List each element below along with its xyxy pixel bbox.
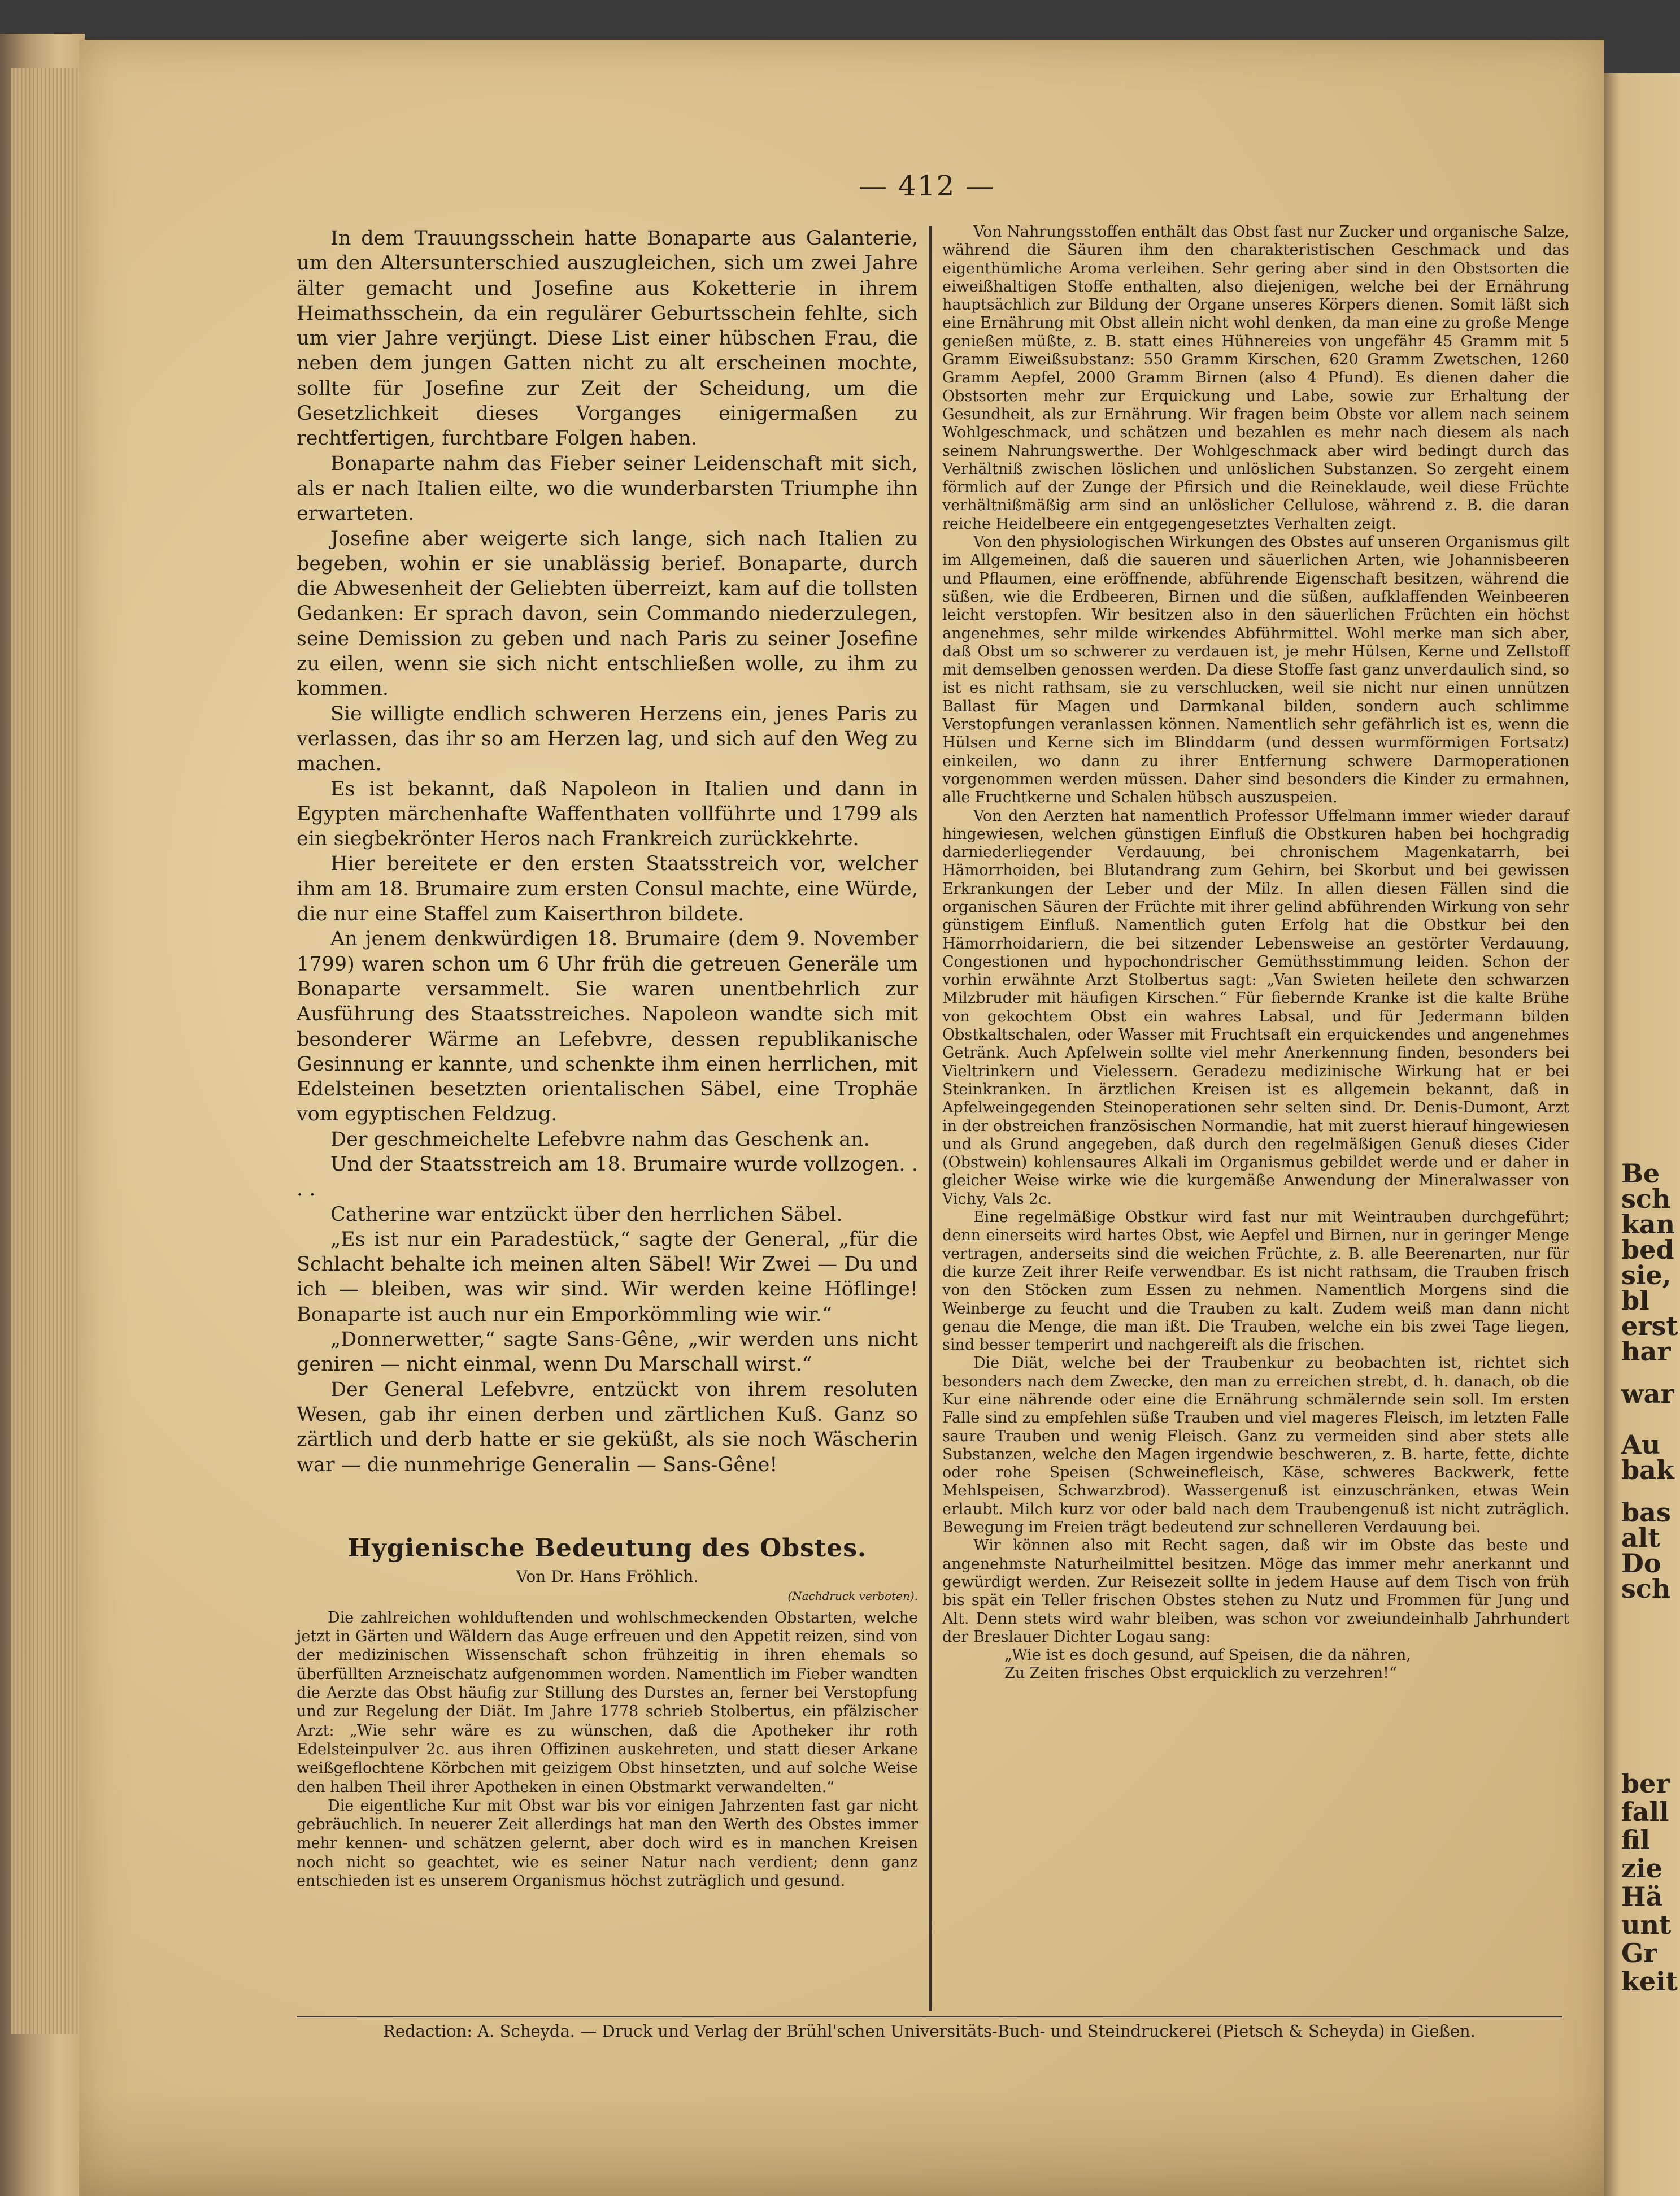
adjacent-fragment: sie, xyxy=(1621,1260,1672,1290)
adjacent-fragment: bak xyxy=(1621,1455,1674,1485)
story-paragraph: An jenem denkwürdigen 18. Brumaire (dem 9. November 1799) waren schon um 6 Uhr früh die getreuen Generäle um Bonaparte versammelt. Sie waren unentbehrlich zur Ausführung des Staatsstreiches. Napoleon wandte sich mit besonderer Wärme an Lefebvre, dessen republikanische Gesinnung er kannte, und schenkte ihm einen herrlichen, mit Edelsteinen besetzten orientalischen Säbel, eine Trophäe vom egyptischen Feldzug. xyxy=(297,928,918,1126)
story-paragraph: Es ist bekannt, daß Napoleon in Italien und dann in Egypten märchenhafte Waffenthaten vollführte und 1799 als ein siegbekrönter Heros nach Frankreich zurückkehrte. xyxy=(297,777,918,851)
article-paragraph: Von den Aerzten hat namentlich Professor Uffelmann immer wieder darauf hingewiesen, welchen günstigen Einfluß die Obstkuren haben bei hochgradig darniederliegender Verdauung, bei chronischem Magenkatarrh, bei Hämorrhoiden, bei Blutandrang zum Gehirn, bei Skorbut und bei gewissen Erkrankungen der Leber und der Milz. In allen diesen Fällen sind die organischen Säuren der Früchte mit ihrer gelind abführenden Wirkung von sehr günstigem Einfluß. Namentlich guten Erfolg hat die Obstkur bei den Hämorrhoidariern, die bei sitzender Lebensweise an gestörter Verdauung, Congestionen und hypochondrischer Gemüthsstimmung leiden. Schon der vorhin erwähnte Arzt Stolbertus sagt: „Van Swieten heilete den schwarzen Milzbruder mit häufigen Kirschen.“ Für fiebernde Kranke ist die kalte Brühe von gekochtem Obst ein wahres Labsal, und für Jedermann bilden Obstkaltschalen, oder Wasser mit Fruchtsaft ein erquickendes und angenehmes Getränk. Auch Apfelwein sollte viel mehr Anerkennung finden, besonders bei Vieltrinkern und Vielessern. Geradezu medizinische Wirkung hat er bei Steinkranken. In ärztlichen Kreisen ist es allgemein bekannt, daß in Apfelweingegenden Steinoperationen sehr selten sind. Dr. Denis-Dumont, Arzt in der obstreichen französischen Normandie, hat mit zuerst hierauf hingewiesen und als Grund angegeben, daß durch den regelmäßigen Genuß dieses Cider (Obstwein) kohlensaures Alkali im Organismus gebildet werde und er daher in gleicher Weise wirke wie die kurgemäße Anwendung der Mineralwasser von Vichy, Vals 2c. xyxy=(942,807,1569,1208)
verse-line: „Wie ist es doch gesund, auf Speisen, die da nähren, xyxy=(1004,1646,1411,1664)
adjacent-fragment: sch xyxy=(1621,1184,1671,1214)
article-paragraph: Die Diät, welche bei der Traubenkur zu beobachten ist, richtet sich besonders nach dem Zwecke, den man zu erreichen strebt, d. h. danach, ob die Kur eine nährende oder eine die Ernährung schmälernde sein soll. Im ersten Falle sind zu empfehlen süße Trauben und viel mageres Fleisch, im letzten Falle saure Trauben und wenig Fleisch. Ganz zu vermeiden sind aber stets alle Substanzen, welche den Magen irgendwie beschweren, z. B. harte, fette, dichte oder rohe Speisen (Schweinefleisch, Käse, schweres Backwerk, fette Mehlspeisen, Schwarzbrod). Wassergenuß ist einzuschränken, etwas Wein erlaubt. Milch kurz vor oder bald nach dem Traubengenuß ist nicht zuträglich. Bewegung im Freien trägt bedeutend zur schnelleren Verdauung bei. xyxy=(942,1354,1569,1537)
adjacent-fragment: bas xyxy=(1621,1497,1671,1528)
adjacent-fragment: sch xyxy=(1621,1573,1671,1604)
story-paragraph: Und der Staatsstreich am 18. Brumaire wurde vollzogen. . . . xyxy=(297,1153,918,1201)
adjacent-fragment: unt xyxy=(1621,1910,1672,1940)
story-paragraph: Josefine aber weigerte sich lange, sich nach Italien zu begeben, wohin er sie unablässig berief. Bonaparte, durch die Abwesenheit der Geliebten überreizt, kam auf die tollsten Gedanken: Er sprach davon, sein Commando niederzulegen, seine Demission zu geben und nach Paris zu seiner Josefine zu eilen, wenn sie sich nicht entschließen wolle, zu ihm zu kommen. xyxy=(297,527,918,701)
adjacent-fragment: erst xyxy=(1621,1311,1678,1341)
article-text-left xyxy=(297,1608,918,1890)
article-paragraph: Eine regelmäßige Obstkur wird fast nur mit Weintrauben durchgeführt; denn einerseits wird hartes Obst, wie Aepfel und Birnen, nur in geringer Menge vertragen, anderseits sind die weichen Früchte, z. B. alle Beerenarten, nur für die kurze Zeit ihrer Reife verwendbar. Es ist nicht rathsam, die Trauben frisch von den Stöcken zum Essen zu nehmen. Namentlich Morgens sind die Weinberge zu feucht und die Trauben zu kalt. Zudem weiß man dann nicht genau die Menge, die man ißt. Die Trauben, welche ein bis zwei Tage liegen, sind besser temperirt und nachgereift als die frischen. xyxy=(942,1208,1569,1354)
adjacent-fragment: bed xyxy=(1621,1234,1674,1265)
article-paragraph: Von Nahrungsstoffen enthält das Obst fast nur Zucker und organische Salze, während die Säuren ihm den charakteristischen Geschmack und das eigenthümliche Aroma verleihen. Sehr gering aber sind in den Obstsorten die eiweißhaltigen Stoffe enthalten, also diejenigen, welche bei der Ernährung hauptsächlich zur Bildung der Organe unseres Körpers dienen. Somit läßt sich eine Ernährung mit Obst allein nicht wohl denken, da man eine zu große Menge genießen müßte, z. B. statt eines Hühnereies von ungefähr 45 Gramm mit 5 Gramm Eiweißsubstanz: 550 Gramm Kirschen, 620 Gramm Zwetschen, 1260 Gramm Aepfel, 2000 Gramm Birnen (also 4 Pfund). Es dienen daher die Obstsorten mehr zur Erquickung und Labe, sowie zur Erhaltung der Gesundheit, als zur Ernährung. Wir fragen beim Obste vor allem nach seinem Wohlgeschmack, und schätzen und bezahlen es mehr nach diesem als nach seinem Nahrungswerthe. Der Wohlgeschmack aber wird bedingt durch das Verhältniß zwischen löslichen und unlöslichen Substanzen. So zergeht einem förmlich auf der Zunge der Pfirsich und die Reineklaude, weil diese Früchte verhältnißmäßig arm sind an unlöslicher Cellulose, während z. B. die daran reiche Heidelbeere ein entgegengesetztes Verhalten zeigt. xyxy=(942,223,1569,533)
page-shadow xyxy=(79,2090,1604,2196)
adjacent-fragment: Do xyxy=(1621,1548,1661,1578)
adjacent-fragment: fil xyxy=(1621,1825,1650,1855)
verse-line: Zu Zeiten frisches Obst erquicklich zu verzehren!“ xyxy=(1004,1664,1397,1682)
story-paragraph: Bonaparte nahm das Fieber seiner Leidenschaft mit sich, als er nach Italien eilte, wo die wunderbarsten Triumphe ihn erwarteten. xyxy=(297,452,918,525)
story-paragraph: Hier bereitete er den ersten Staatsstreich vor, welcher ihm am 18. Brumaire zum ersten Consul machte, eine Würde, die nur eine Staffel zum Kaiserthron bildete. xyxy=(297,853,918,926)
adjacent-fragment: keit xyxy=(1621,1966,1678,1997)
article-byline: Von Dr. Hans Fröhlich. xyxy=(516,1567,699,1586)
story-paragraph: Der geschmeichelte Lefebvre nahm das Geschenk an. xyxy=(330,1128,870,1151)
story-paragraph: „Es ist nur ein Paradestück,“ sagte der General, „für die Schlacht behalte ich meinen alten Säbel! Wir Zwei — Du und ich — bleiben, was wir sind. Wir werden keine Höflinge! Bonaparte ist auch nur ein Emporkömmling wie wir.“ xyxy=(297,1228,918,1326)
page-number: — 412 — xyxy=(859,169,995,202)
article-paragraph: Wir können also mit Recht sagen, daß wir im Obste das beste und angenehmste Naturheilmittel besitzen. Möge das immer mehr anerkannt und gewürdigt werden. Zur Reisezeit sollte in jedem Hause auf dem Tisch von früh bis spät ein Teller frischen Obstes stehen zu Nutz und Frommen für Jung und Alt. Denn stets wird wahr bleiben, was schon vor zweiundeinhalb Jahrhundert der Breslauer Dichter Logau sang: xyxy=(942,1537,1569,1646)
story-text xyxy=(297,226,918,1477)
adjacent-fragment: bl xyxy=(1621,1285,1649,1316)
adjacent-page xyxy=(1604,73,1680,2196)
article-title: Hygienische Bedeutung des Obstes. xyxy=(347,1533,867,1563)
page-edges xyxy=(11,68,85,2034)
right-column xyxy=(942,223,1569,1683)
adjacent-fragment: Au xyxy=(1621,1429,1661,1460)
imprint-footer: Redaction: A. Scheyda. — Druck und Verlag der Brühl'schen Universitäts-Buch- und Steindruckerei (Pietsch & Scheyda) in Gießen. xyxy=(383,2021,1476,2041)
adjacent-fragment: war xyxy=(1621,1379,1674,1409)
reprint-note: (Nachdruck verboten). xyxy=(787,1589,918,1603)
left-column xyxy=(297,226,918,1890)
adjacent-fragment: Gr xyxy=(1621,1938,1657,1968)
article-paragraph: Die zahlreichen wohlduftenden und wohlschmeckenden Obstarten, welche jetzt in Gärten und Wäldern das Auge erfreuen und den Appetit reizen, sind von der medizinischen Wissenschaft schon frühzeitig in ihren ehemals so überfüllten Arzneischatz aufgenommen worden. Namentlich im Fieber wandten die Aerzte das Obst häufig zur Stillung des Durstes an, ferner bei Verstopfung und zur Regelung der Diät. Im Jahre 1778 schrieb Stolbertus, ein pfälzischer Arzt: „Wie sehr wäre es zu wünschen, daß die Apotheker ihr roth Edelsteinpulver 2c. aus ihren Offizinen auskehreten, und statt dieser Arkane weißgeflochtene Körbchen mit geizigem Obst hinsetzten, und auf solche Weise den halben Theil ihrer Apotheken in einen Obstmarkt verwandelten.“ xyxy=(297,1608,918,1796)
adjacent-fragment: kan xyxy=(1621,1209,1675,1240)
story-paragraph: In dem Trauungsschein hatte Bonaparte aus Galanterie, um den Altersunterschied auszugleichen, sich um zwei Jahre älter gemacht und Josefine aus Koketterie in ihrem Heimathsschein, da ein regulärer Geburtsschein fehlte, sich um vier Jahre verjüngt. Diese List einer hübschen Frau, die neben dem jungen Gatten nicht zu alt erscheinen mochte, sollte für Josefine zur Zeit der Scheidung, um die Gesetzlichkeit dieses Vorganges einigermaßen zu rechtfertigen, furchtbare Folgen haben. xyxy=(297,227,918,450)
article-paragraph: Die eigentliche Kur mit Obst war bis vor einigen Jahrzenten fast gar nicht gebräuchlich. In neuerer Zeit allerdings hat man den Werth des Obstes immer mehr kennen- und schätzen gelernt, aber doch wird es in manchen Kreisen noch nicht so geachtet, wie es seiner Natur nach verdient; denn ganz entschieden ist es unserem Organismus höchst zuträglich und gesund. xyxy=(297,1797,918,1890)
column-divider xyxy=(929,226,932,2011)
adjacent-fragment: har xyxy=(1621,1336,1671,1367)
adjacent-fragment: alt xyxy=(1621,1523,1660,1553)
story-paragraph: Der General Lefebvre, entzückt von ihrem resoluten Wesen, gab ihr einen derben und zärtlichen Kuß. Ganz so zärtlich und derb hatte er sie geküßt, als sie noch Wäscherin war — die nunmehrige Generalin — Sans-Gêne! xyxy=(297,1378,918,1476)
story-paragraph: Sie willigte endlich schweren Herzens ein, jenes Paris zu verlassen, das ihr so am Herzen lag, und sich auf den Weg zu machen. xyxy=(297,702,918,776)
footer-rule xyxy=(297,2016,1562,2017)
adjacent-fragment: Be xyxy=(1621,1158,1660,1189)
adjacent-fragment: zie xyxy=(1621,1853,1662,1884)
article-paragraph: Von den physiologischen Wirkungen des Obstes auf unseren Organismus gilt im Allgemeinen, daß die saueren und säuerlichen Arten, wie Johannisbeeren und Pflaumen, eine eröffnende, abführende Eigenschaft besitzen, während die süßen, wie die Erdbeeren, Birnen und die süßen, aufklaffenden Weinbeeren leicht verstopfen. Wir besitzen also in den säuerlichen Früchten ein höchst angenehmes, sehr milde wirkendes Abführmittel. Wohl merke man sich aber, daß Obst um so schwerer zu verdauen ist, je mehr Hülsen, Kerne und Zellstoff mit demselben genossen werden. Da diese Stoffe fast ganz unverdaulich sind, so ist es nicht rathsam, sie zu verschlucken, weil sie nicht nur einen unnützen Ballast für Magen und Darmkanal bilden, sondern auch schlimme Verstopfungen veranlassen können. Namentlich sehr gefährlich ist es, wenn die Hülsen und Kerne sich im Blinddarm (und dessen wurmförmigen Fortsatz) einkeilen, wo dann zu ihrer Entfernung schwere Darmoperationen vorgenommen werden müssen. Daher sind besonders die Kinder zu ermahnen, alle Fruchtkerne und Schalen hübsch auszuspeien. xyxy=(942,533,1569,807)
adjacent-fragment: Hä xyxy=(1621,1881,1663,1912)
adjacent-fragment: fall xyxy=(1621,1797,1669,1827)
story-paragraph: Catherine war entzückt über den herrlichen Säbel. xyxy=(330,1203,843,1226)
adjacent-fragment: ber xyxy=(1621,1768,1670,1799)
story-paragraph: „Donnerwetter,“ sagte Sans-Gêne, „wir werden uns nicht geniren — nicht einmal, wenn Du Marschall wirst.“ xyxy=(297,1328,918,1376)
